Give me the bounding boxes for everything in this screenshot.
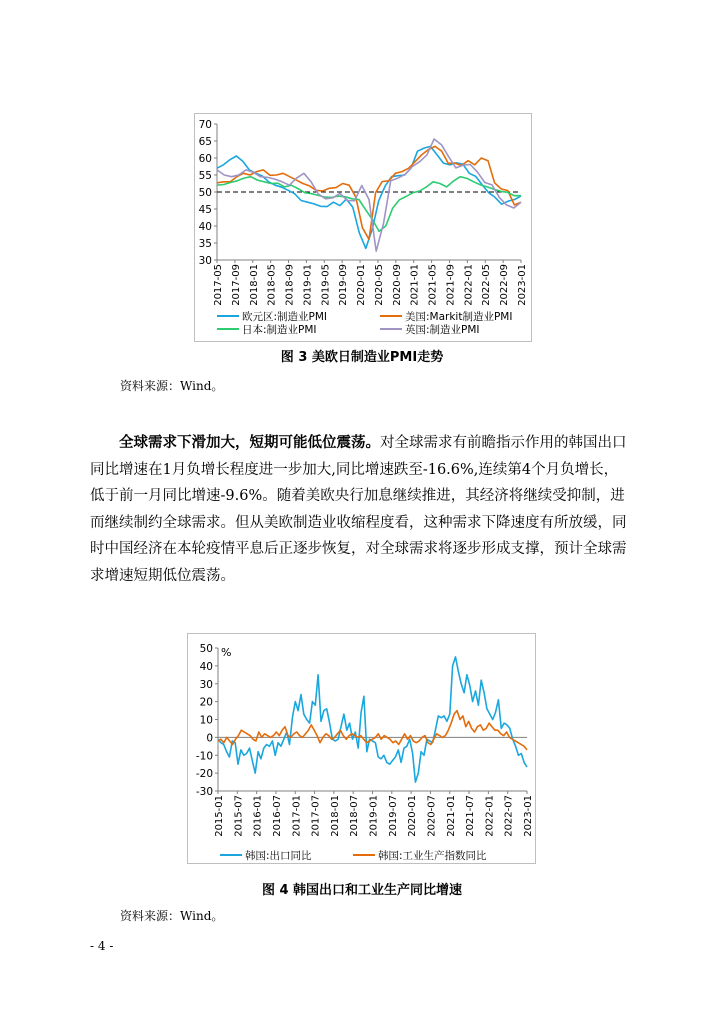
pmi-chart-x-tick-label: 2021-09	[445, 264, 457, 306]
korea-chart-y-tick-label: 40	[199, 660, 213, 673]
korea-chart-x-tick-label: 2019-01	[368, 795, 380, 837]
pmi-chart	[194, 113, 532, 342]
paragraph-lead: 全球需求下滑加大，短期可能低位震荡。	[119, 435, 380, 451]
figure4-caption: 图 4 韩国出口和工业生产同比增速	[261, 883, 463, 898]
korea-chart-y-tick-label: 20	[199, 696, 213, 709]
korea-chart-x-tick-label: 2016-01	[252, 795, 264, 837]
korea-chart-x-tick-label: 2017-07	[310, 795, 322, 837]
pmi-chart-x-tick-label: 2021-05	[427, 264, 439, 306]
paragraph-line-4: 而继续制约全球需求。但从美欧制造业收缩程度看，这种需求下降速度有所放缓，同	[90, 514, 627, 531]
korea-chart-x-tick-label: 2021-01	[445, 795, 457, 837]
paragraph-line-1	[90, 430, 650, 457]
pmi-chart-y-tick-label: 30	[198, 255, 212, 267]
korea-chart-x-tick-label: 2022-01	[484, 795, 496, 837]
pmi-chart-x-tick-label: 2021-01	[409, 264, 421, 306]
korea-chart-x-tick-label: 2017-01	[291, 795, 303, 837]
paragraph-line-2: 同比增速在1月负增长程度进一步加大,同比增速跌至-16.6%,连续第4个月负增长，	[90, 461, 619, 478]
pmi-chart-series-line-0	[217, 146, 521, 248]
pmi-chart-svg	[195, 114, 531, 341]
korea-chart-x-tick-label: 2020-01	[407, 795, 419, 837]
korea-export-chart-svg	[188, 634, 535, 863]
body-paragraph	[90, 430, 650, 589]
korea-chart-x-tick-label: 2015-07	[233, 795, 245, 837]
pmi-chart-x-tick-label: 2022-01	[463, 264, 475, 306]
korea-chart-x-tick-label: 2021-07	[465, 795, 477, 837]
korea-chart-x-tick-label: 2020-07	[426, 795, 438, 837]
pmi-chart-y-tick-label: 65	[198, 136, 212, 148]
korea-chart-y-tick-label: 30	[199, 678, 213, 691]
korea-chart-y-tick-label: 50	[199, 643, 213, 655]
pmi-chart-x-tick-label: 2017-09	[230, 264, 242, 306]
pmi-chart-x-tick-label: 2018-01	[248, 264, 260, 306]
korea-chart-series-line-0	[218, 657, 527, 782]
korea-chart-legend-label-0: 韩国:出口同比	[245, 850, 312, 862]
pmi-chart-legend-label-3: 英国:制造业PMI	[405, 324, 480, 336]
figure3-source: 资料来源：Wind。	[120, 379, 224, 393]
korea-chart-y-tick-label: -30	[195, 786, 213, 798]
pmi-chart-y-tick-label: 70	[198, 119, 212, 131]
pmi-chart-legend-label-2: 日本:制造业PMI	[242, 324, 317, 336]
pmi-chart-y-tick-label: 55	[198, 170, 212, 182]
pmi-chart-x-tick-label: 2019-09	[338, 264, 350, 306]
korea-chart-y-tick-label: -20	[195, 768, 213, 781]
pmi-chart-x-tick-label: 2020-01	[356, 264, 368, 306]
figure3-caption: 图 3 美欧日制造业PMI走势	[280, 350, 444, 365]
pmi-chart-x-tick-label: 2019-05	[320, 264, 332, 306]
korea-chart-legend-label-1: 韩国:工业生产指数同比	[378, 850, 487, 862]
korea-chart-x-tick-label: 2015-01	[214, 795, 225, 837]
korea-chart-y-tick-label: 0	[206, 732, 213, 745]
korea-chart-x-tick-label: 2023-01	[523, 795, 534, 837]
pmi-chart-x-tick-label: 2019-01	[302, 264, 314, 306]
pmi-chart-legend-label-1: 美国:Markit制造业PMI	[405, 311, 513, 323]
pmi-chart-x-tick-label: 2017-05	[213, 264, 224, 306]
paragraph-line-5: 时中国经济在本轮疫情平息后正逐步恢复，对全球需求将逐步形成支撑，预计全球需	[90, 541, 627, 557]
korea-chart-y-tick-label: -10	[195, 750, 213, 763]
korea-chart-x-tick-label: 2016-07	[271, 795, 283, 837]
paragraph-line-6: 求增速短期低位震荡。	[90, 567, 235, 584]
korea-chart-y-tick-label: 10	[199, 714, 213, 727]
page-number: - 4 -	[90, 939, 114, 953]
pmi-chart-series-line-1	[217, 146, 521, 239]
pmi-chart-x-tick-label: 2018-05	[266, 264, 278, 306]
pmi-chart-y-tick-label: 35	[198, 238, 212, 250]
korea-export-chart	[187, 633, 536, 864]
paragraph-line-3: 低于前一月同比增速-9.6%。随着美欧央行加息继续推进，其经济将继续受抑制，进	[90, 488, 625, 504]
pmi-chart-y-tick-label: 60	[198, 153, 212, 165]
pmi-chart-legend-label-0: 欧元区:制造业PMI	[242, 311, 328, 323]
korea-chart-x-tick-label: 2022-07	[503, 795, 515, 837]
pmi-chart-x-tick-label: 2020-09	[391, 264, 403, 306]
pmi-chart-x-tick-label: 2018-09	[284, 264, 296, 306]
pmi-chart-x-tick-label: 2023-01	[517, 264, 528, 306]
pmi-chart-y-tick-label: 40	[198, 221, 212, 233]
pmi-chart-y-tick-label: 45	[198, 204, 212, 216]
pmi-chart-x-tick-label: 2020-05	[373, 264, 385, 306]
korea-chart-series-line-1	[218, 711, 527, 750]
korea-chart-x-tick-label: 2018-01	[329, 795, 341, 837]
pmi-chart-x-tick-label: 2022-05	[481, 264, 493, 306]
korea-chart-x-tick-label: 2019-07	[387, 795, 399, 837]
korea-chart-x-tick-label: 2018-07	[349, 795, 361, 837]
figure4-source: 资料来源：Wind。	[120, 909, 224, 923]
pmi-chart-x-tick-label: 2022-09	[499, 264, 511, 306]
pmi-chart-y-tick-label: 50	[198, 187, 212, 199]
korea-chart-y-axis-label: %	[221, 646, 232, 659]
paragraph-line-1-rest: 对全球需求有前瞻指示作用的韩国出口	[380, 435, 627, 451]
